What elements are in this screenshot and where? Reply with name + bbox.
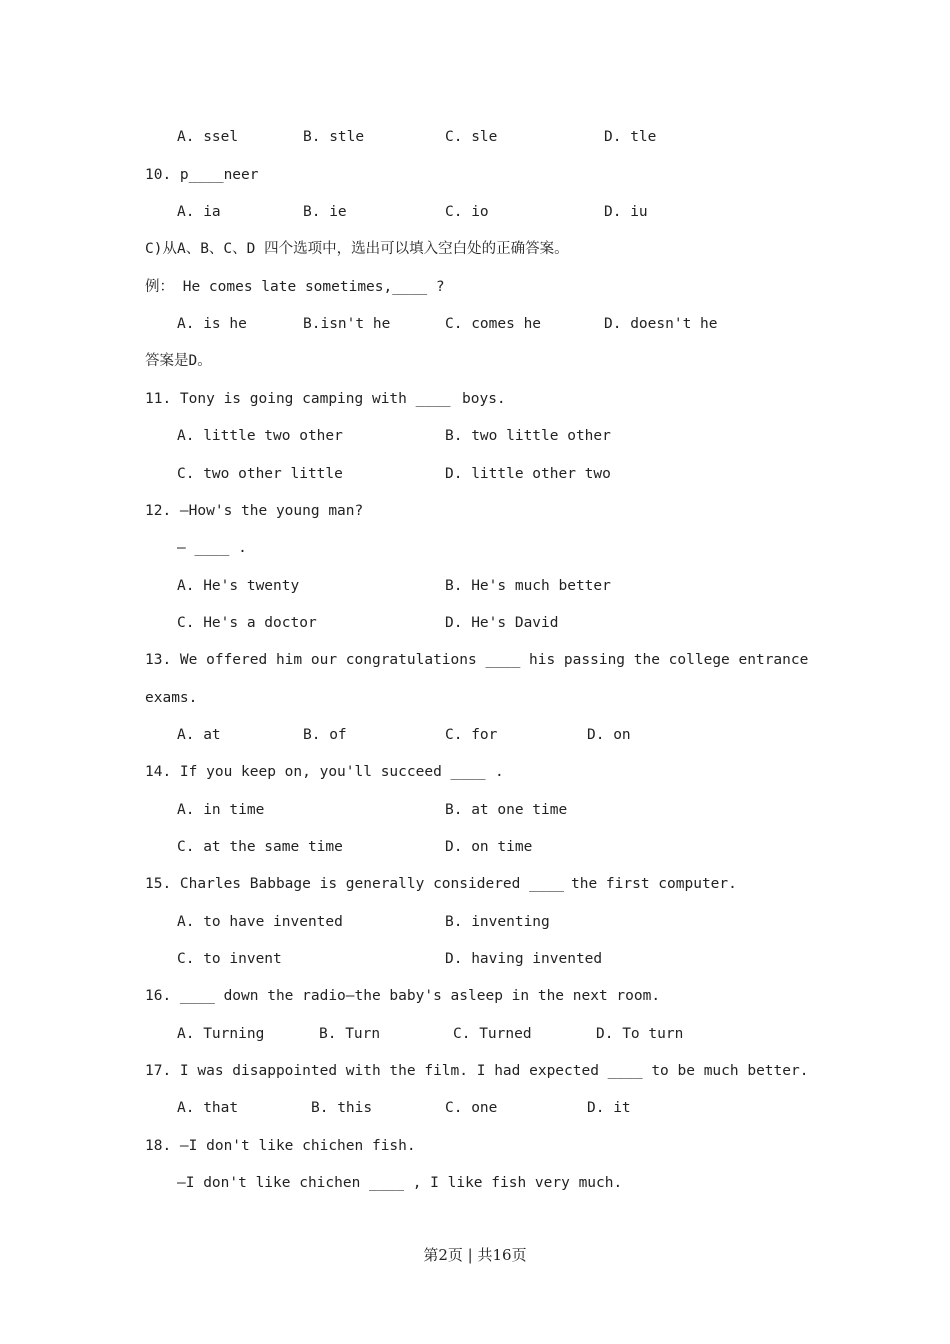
q9-option-d: D. tle	[604, 129, 657, 145]
q9-option-c: C. sle	[445, 129, 498, 145]
q14-option-c: C. at the same time	[177, 839, 343, 855]
q9-option-b: B. stle	[303, 129, 365, 145]
q17-option-d: D. it	[587, 1100, 631, 1116]
q15-option-d: D. having invented	[445, 951, 603, 967]
q14-stem-end: .	[495, 764, 504, 780]
q13-option-a: A. at	[177, 727, 221, 743]
q10-stem: 10. p____neer	[145, 167, 259, 183]
q17-option-b: B. this	[311, 1100, 373, 1116]
q16-option-d: D. To turn	[596, 1026, 684, 1042]
q18-reply: —I don't like chichen ____ , I like fish very much.	[177, 1175, 623, 1191]
q10-option-a: A. ia	[177, 204, 221, 220]
example-stem: 例： He comes late sometimes,____ ?	[145, 279, 445, 295]
q15-option-b: B. inventing	[445, 914, 550, 930]
section-c-instruction: C)从A、B、C、D 四个选项中，选出可以填入空白处的正确答案。	[145, 241, 569, 257]
q13-stem-end: his passing the college entrance	[529, 652, 809, 668]
example-option-b: B.isn't he	[303, 316, 391, 332]
q14-option-d: D. on time	[445, 839, 533, 855]
q11-option-d: D. little other two	[445, 466, 611, 482]
q15-option-a: A. to have invented	[177, 914, 343, 930]
q13-option-c: C. for	[445, 727, 498, 743]
q13-option-d: D. on	[587, 727, 631, 743]
q16-option-b: B. Turn	[319, 1026, 381, 1042]
q10-option-b: B. ie	[303, 204, 347, 220]
q11-stem-end: boys.	[462, 391, 506, 407]
q17-stem: 17. I was disappointed with the film. I had expected ____ to be much better.	[145, 1063, 809, 1079]
q11-option-a: A. little two other	[177, 428, 343, 444]
q13-stem: 13. We offered him our congratulations ____	[145, 652, 530, 668]
q12-option-c: C. He's a doctor	[177, 615, 317, 631]
q10-option-c: C. io	[445, 204, 489, 220]
q12-stem: 12. —How's the young man?	[145, 503, 364, 519]
q12-reply: — ____ .	[177, 540, 247, 556]
q15-stem: 15. Charles Babbage is generally considered ____	[145, 876, 573, 892]
example-option-d: D. doesn't he	[604, 316, 718, 332]
q16-option-a: A. Turning	[177, 1026, 265, 1042]
example-option-c: C. comes he	[445, 316, 542, 332]
q9-option-a: A. ssel	[177, 129, 239, 145]
q12-option-a: A. He's twenty	[177, 578, 300, 594]
q17-option-a: A. that	[177, 1100, 239, 1116]
example-answer: 答案是D。	[145, 353, 212, 369]
q14-option-a: A. in time	[177, 802, 265, 818]
q16-option-c: C. Turned	[453, 1026, 532, 1042]
q15-option-c: C. to invent	[177, 951, 282, 967]
q13-stem-continued: exams.	[145, 690, 198, 706]
q11-stem: 11. Tony is going camping with ____	[145, 391, 460, 407]
page-footer: 第2页 | 共16页	[423, 1246, 527, 1264]
q12-option-b: B. He's much better	[445, 578, 611, 594]
q15-stem-end: the first computer.	[571, 876, 737, 892]
q12-option-d: D. He's David	[445, 615, 559, 631]
q17-option-c: C. one	[445, 1100, 498, 1116]
q11-option-b: B. two little other	[445, 428, 611, 444]
q14-stem: 14. If you keep on, you'll succeed ____	[145, 764, 495, 780]
q14-option-b: B. at one time	[445, 802, 568, 818]
q10-option-d: D. iu	[604, 204, 648, 220]
q18-stem: 18. —I don't like chichen fish.	[145, 1138, 416, 1154]
q13-option-b: B. of	[303, 727, 347, 743]
example-option-a: A. is he	[177, 316, 247, 332]
q11-option-c: C. two other little	[177, 466, 343, 482]
q16-stem: 16. ____ down the radio—the baby's asleep in the next room.	[145, 988, 661, 1004]
